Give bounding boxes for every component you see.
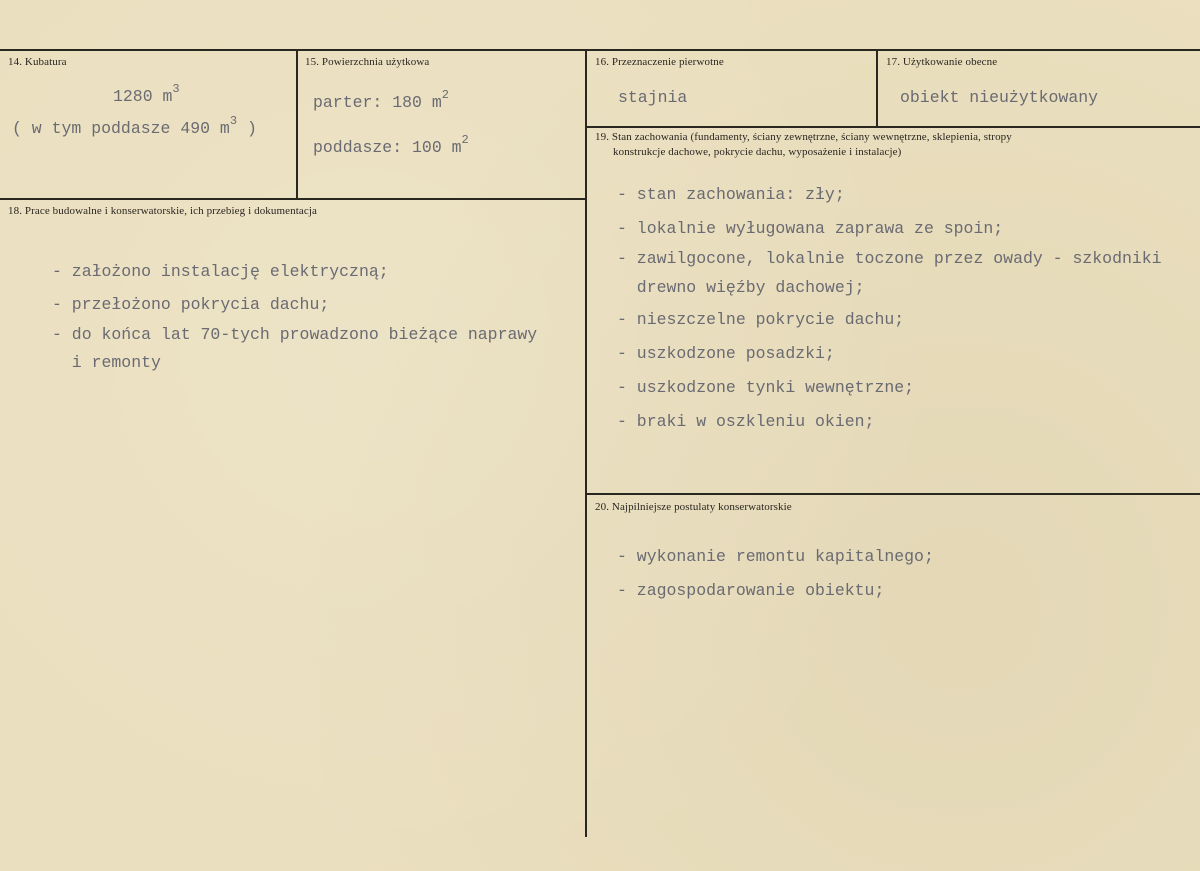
field-19-list (617, 178, 1162, 439)
field-15-label: 15. Powierzchnia użytkowa (305, 56, 430, 68)
top-rule (0, 49, 1200, 51)
field-16-value: stajnia (618, 88, 688, 107)
list-item: - lokalnie wyługowana zaprawa ze spoin; (617, 219, 1004, 238)
field-19-label (595, 130, 1012, 160)
field-15-attic (313, 132, 469, 161)
list-item: - braki w oszkleniu okien; (617, 412, 875, 431)
list-item: - do końca lat 70-tych prowadzono bieżące naprawy (52, 325, 538, 344)
field-18-list (52, 255, 537, 377)
field-14-volume (113, 81, 180, 110)
attic-exponent: 2 (461, 132, 469, 147)
list-item: - zagospodarowanie obiektu; (617, 581, 885, 600)
attic-area: poddasze: 100 m (313, 138, 462, 157)
field-18-label: 18. Prace budowalne i konserwatorskie, ich przebieg i dokumentacja (8, 205, 317, 217)
attic-volume-close: ) (237, 119, 257, 138)
list-item: - nieszczelne pokrycie dachu; (617, 310, 905, 329)
list-item: - uszkodzone tynki wewnętrzne; (617, 378, 915, 397)
list-item: - uszkodzone posadzki; (617, 344, 835, 363)
field-17-value: obiekt nieużytkowany (900, 88, 1099, 107)
ground-floor-area: parter: 180 m (313, 93, 442, 112)
attic-volume-text: ( w tym poddasze 490 m (12, 119, 230, 138)
list-item: - zawilgocone, lokalnie toczone przez owady - szkodniki (617, 249, 1162, 268)
center-divider (585, 51, 587, 837)
rule-below-19 (587, 493, 1200, 495)
list-item: - wykonanie remontu kapitalnego; (617, 547, 934, 566)
field-17-label: 17. Użytkowanie obecne (886, 56, 998, 68)
list-item: - stan zachowania: zły; (617, 185, 845, 204)
volume-exponent: 3 (172, 81, 180, 96)
list-item: - założono instalację elektryczną; (52, 262, 389, 281)
divider-14-15 (296, 51, 298, 198)
field-19-label-line1: 19. Stan zachowania (fundamenty, ściany zewnętrzne, ściany wewnętrzne, sklepienia, stropy (595, 131, 1012, 143)
field-15-ground-floor (313, 87, 449, 116)
field-14-label: 14. Kubatura (8, 56, 67, 68)
rule-below-14-15 (0, 198, 586, 200)
field-16-label: 16. Przeznaczenie pierwotne (595, 56, 724, 68)
field-19-label-line2: konstrukcje dachowe, pokrycie dachu, wyposażenie i instalacje) (613, 146, 902, 158)
attic-volume-exponent: 3 (229, 113, 238, 128)
list-item: i remonty (52, 353, 161, 372)
volume-value: 1280 m (113, 87, 173, 106)
field-20-list (617, 540, 934, 608)
field-14-attic-volume (12, 113, 257, 142)
field-20-label: 20. Najpilniejsze postulaty konserwatorskie (595, 501, 792, 513)
list-item: drewno więźby dachowej; (617, 278, 865, 297)
rule-below-16-17 (587, 126, 1200, 128)
ground-floor-exponent: 2 (441, 87, 449, 102)
list-item: - przełożono pokrycia dachu; (52, 295, 330, 314)
divider-16-17 (876, 51, 878, 127)
